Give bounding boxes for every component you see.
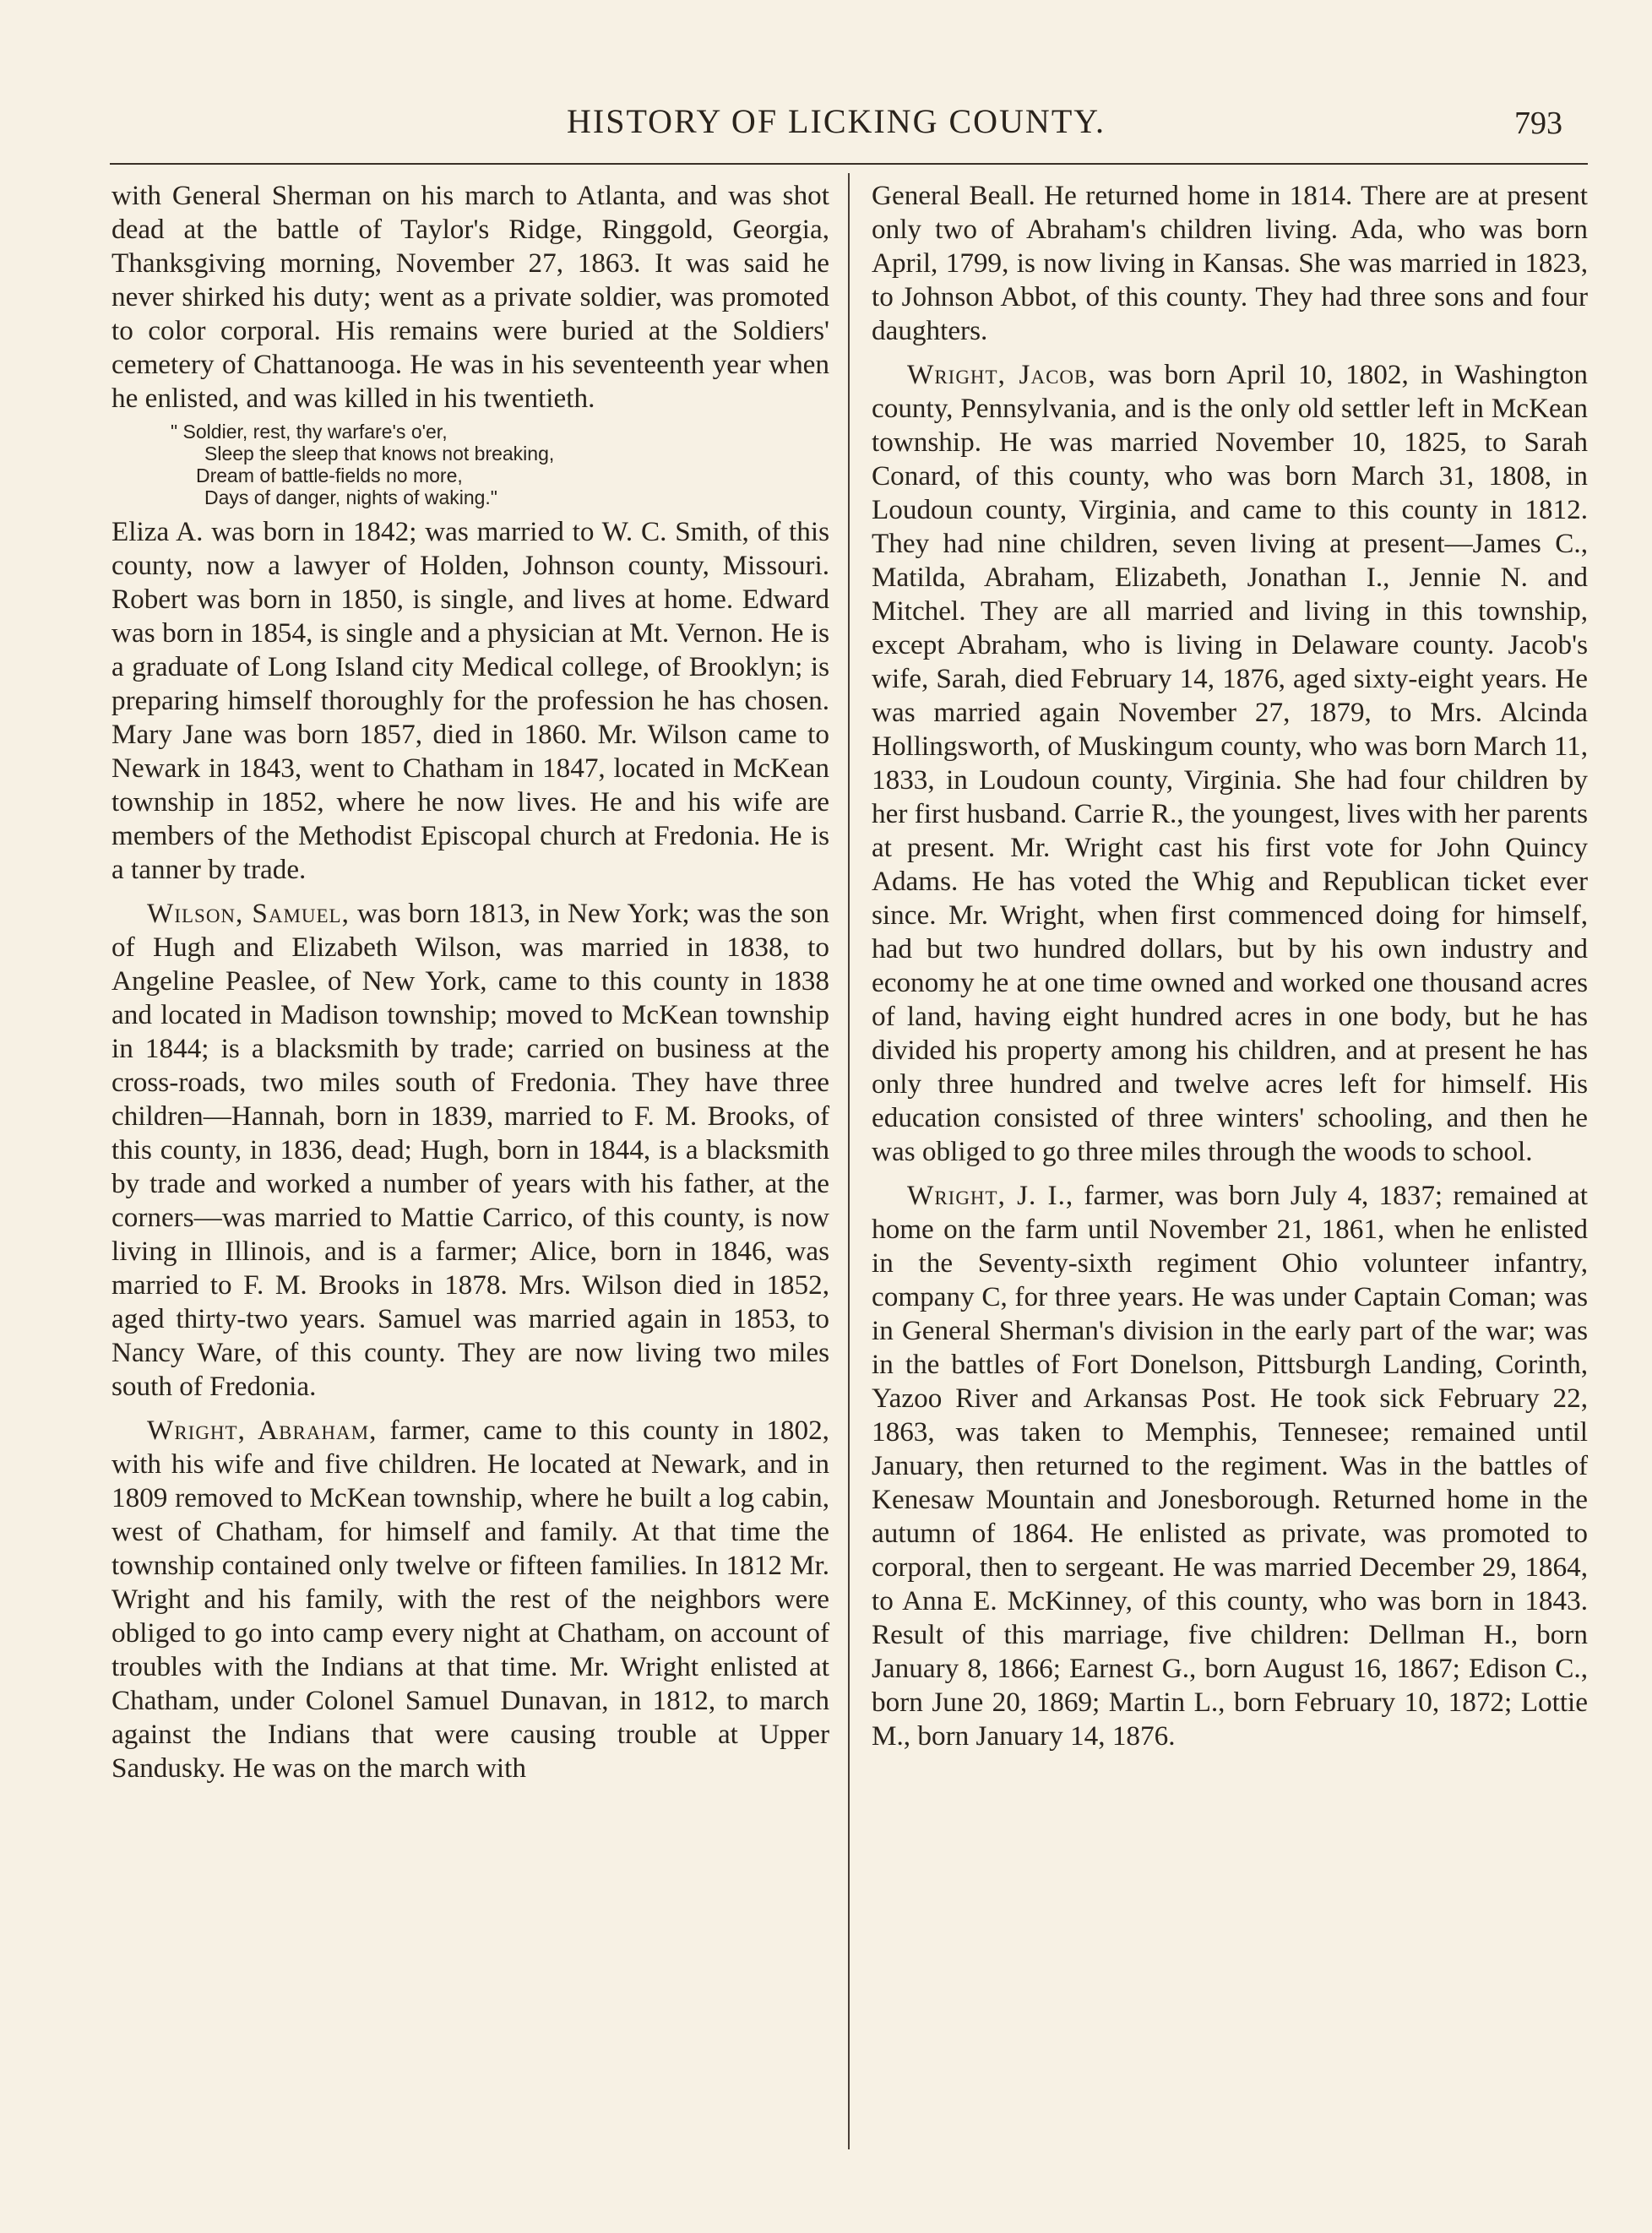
biography-entry xyxy=(872,1179,1588,1753)
page-title: HISTORY OF LICKING COUNTY. xyxy=(567,102,1106,140)
poem-line: " Soldier, rest, thy warfare's o'er, xyxy=(171,421,448,443)
poem-line: Dream of battle-fields no more, xyxy=(196,465,463,486)
entry-text: was born 1813, in New York; was the son of Hugh and Elizabeth Wilson, was married in 1838, to Angeline Peaslee, of New York, came to this county in 1838 and located in Madison township; moved to McKean township in 1844; is a blacksmith by trade; carried on business at the cross-roads, two miles south of Fredonia. They have three children—Hannah, born in 1839, married to F. M. Brooks, of this county, in 1836, dead; Hugh, born in 1844, is a blacksmith by trade and worked a number of years with his father, at the corners—was married to Mattie Carrico, of this county, is now living in Illinois, and is a farmer; Alice, born in 1846, was married to F. M. Brooks in 1878. Mrs. Wilson died in 1852, aged thirty-two years. Samuel was married again in 1853, to Nancy Ware, of this county. They are now living two miles south of Fredonia. xyxy=(111,898,829,1402)
page-number: 793 xyxy=(1514,106,1562,141)
left-column xyxy=(111,179,829,1785)
biography-entry xyxy=(111,897,829,1404)
paragraph: Eliza A. was born in 1842; was married to W. C. Smith, of this county, now a lawyer of Holden, Johnson county, Missouri. Robert was born in 1850, is single, and lives at home. Edward was born in 1854, is single and a physician at Mt. Vernon. He is a graduate of Long Island city Medical college, of Brooklyn; is preparing himself thoroughly for the profession he has chosen. Mary Jane was born 1857, died in 1860. Mr. Wilson came to Newark in 1843, went to Chatham in 1847, located in McKean township in 1852, where he now lives. He and his wife are members of the Methodist Episcopal church at Fredonia. He is a tanner by trade. xyxy=(111,516,829,885)
biography-entry xyxy=(111,1414,829,1785)
entry-name: Wright, Jacob, xyxy=(907,359,1096,390)
right-column xyxy=(872,179,1588,1753)
column-divider xyxy=(848,173,850,2149)
header-rule xyxy=(110,163,1588,165)
entry-text: farmer, came to this county in 1802, with his wife and five children. He located at Newark, and in 1809 removed to McKean township, where he built a log cabin, west of Chatham, for himself and family. At that time the township contained only twelve or fifteen families. In 1812 Mr. Wright and his family, with the rest of the neighbors were obliged to go into camp every night at Chatham, on account of troubles with the Indians at that time. Mr. Wright enlisted at Chatham, under Colonel Samuel Dunavan, in 1812, to march against the Indians that were causing trouble at Upper Sandusky. He was on the march with xyxy=(111,1415,829,1784)
entry-name: Wright, J. I., xyxy=(907,1180,1074,1211)
entry-name: Wilson, Samuel, xyxy=(147,898,350,929)
poem-quote xyxy=(171,421,829,508)
entry-text: was born April 10, 1802, in Washington county, Pennsylvania, and is the only old settler left in McKean township. He was married November 10, 1825, to Sarah Conard, of this county, who was born March 31, 1808, in Loudoun county, Virginia, and came to this county in 1812. They had nine children, seven living at present—James C., Matilda, Abraham, Elizabeth, Jonathan I., Jennie N. and Mitchel. They are all married and living in this township, except Abraham, who is living in Delaware county. Jacob's wife, Sarah, died February 14, 1876, aged sixty-eight years. He was married again November 27, 1879, to Mrs. Alcinda Hollingsworth, of Muskingum county, who was born March 11, 1833, in Loudoun county, Virginia. She had four children by her first husband. Carrie R., the youngest, lives with her parents at present. Mr. Wright cast his first vote for John Quincy Adams. He has voted the Whig and Republican ticket ever since. Mr. Wright, when first commenced doing for himself, had but two hundred dollars, but by his own industry and economy he at one time owned and worked one thousand acres of land, having eight hundred acres in one body, but he has divided his property among his children, and at present he has only three hundred and twelve acres left for himself. His education consisted of three winters' schooling, and then he was obliged to go three miles through the woods to school. xyxy=(872,359,1588,1167)
biography-entry xyxy=(872,358,1588,1169)
poem-line: Days of danger, nights of waking." xyxy=(204,486,497,508)
running-header xyxy=(110,101,1562,155)
paragraph: General Beall. He returned home in 1814. There are at present only two of Abraham's children living. Ada, who was born April, 1799, is now living in Kansas. She was married in 1823, to Johnson Abbot, of this county. They had three sons and four daughters. xyxy=(872,180,1588,346)
paragraph: with General Sherman on his march to Atlanta, and was shot dead at the battle of Taylor's Ridge, Ringgold, Georgia, Thanksgiving morning, November 27, 1863. It was said he never shirked his duty; went as a private soldier, was promoted to color corporal. His remains were buried at the Soldiers' cemetery of Chattanooga. He was in his seventeenth year when he enlisted, and was killed in his twentieth. xyxy=(111,180,829,414)
entry-text: farmer, was born July 4, 1837; remained at home on the farm until November 21, 1861, when he enlisted in the Seventy-sixth regiment Ohio volunteer infantry, company C, for three years. He was under Captain Coman; was in General Sherman's division in the early part of the war; was in the battles of Fort Donelson, Pittsburgh Landing, Corinth, Yazoo River and Arkansas Post. He took sick February 22, 1863, was taken to Memphis, Tennesee; remained until January, then returned to the regiment. Was in the battles of Kenesaw Mountain and Jonesborough. Returned home in the autumn of 1864. He enlisted as private, was promoted to corporal, then to sergeant. He was married December 29, 1864, to Anna E. McKinney, of this county, who was born in 1843. Result of this marriage, five children: Dellman H., born January 8, 1866; Earnest G., born August 16, 1867; Edison C., born June 20, 1869; Martin L., born February 10, 1872; Lottie M., born January 14, 1876. xyxy=(872,1180,1588,1752)
entry-name: Wright, Abraham, xyxy=(147,1415,378,1446)
poem-line: Sleep the sleep that knows not breaking, xyxy=(204,443,555,465)
